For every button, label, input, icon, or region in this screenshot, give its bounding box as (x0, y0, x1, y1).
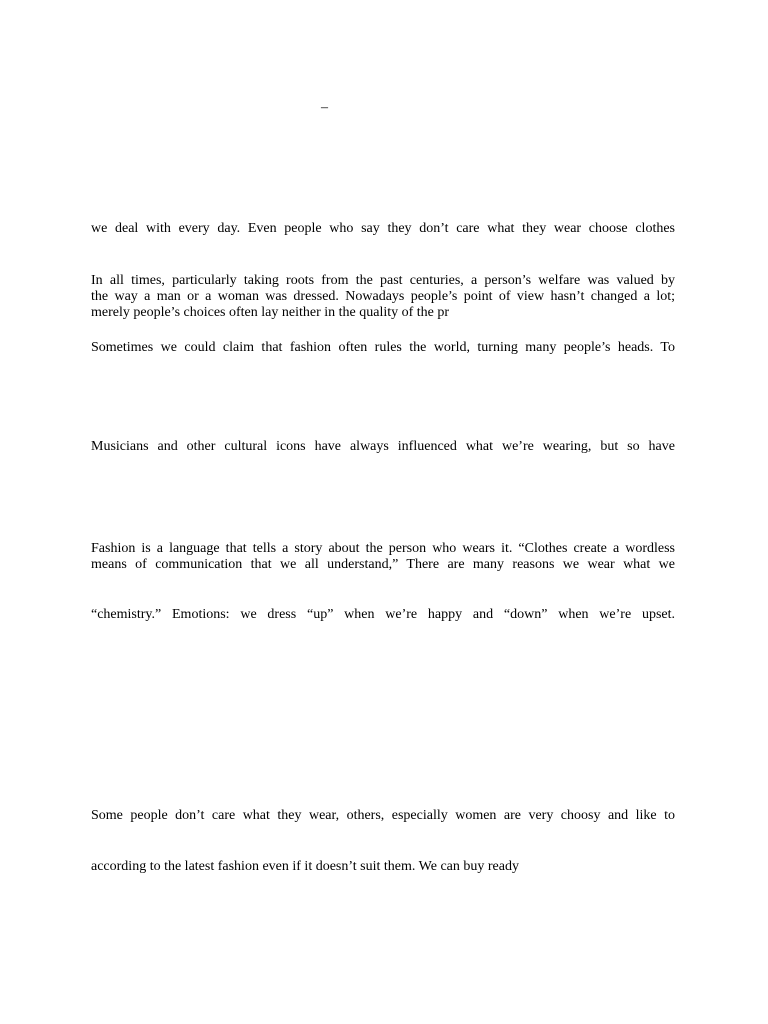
text-line: “chemistry.” Emotions: we dress “up” when we’re happy and “down” when we’re upset. (91, 607, 675, 622)
text-line: Some people don’t care what they wear, others, especially women are very choosy and like to (91, 808, 675, 823)
text-line: means of communication that we all understand,” There are many reasons we wear what we (91, 557, 675, 572)
text-line: Fashion is a language that tells a story about the person who wears it. “Clothes create a wordless (91, 541, 675, 556)
page-header-dash: – (321, 100, 328, 115)
text-line: we deal with every day. Even people who say they don’t care what they wear choose clothes (91, 221, 675, 236)
text-line: In all times, particularly taking roots from the past centuries, a person’s welfare was valued by (91, 273, 675, 288)
text-line: merely people’s choices often lay neither in the quality of the pr (91, 305, 450, 320)
text-line: according to the latest fashion even if it doesn’t suit them. We can buy ready (91, 859, 519, 874)
text-line: Sometimes we could claim that fashion often rules the world, turning many people’s heads. To (91, 340, 675, 355)
text-line: Musicians and other cultural icons have always influenced what we’re wearing, but so have (91, 439, 675, 454)
text-line: the way a man or a woman was dressed. Nowadays people’s point of view hasn’t changed a lot; (91, 289, 675, 304)
